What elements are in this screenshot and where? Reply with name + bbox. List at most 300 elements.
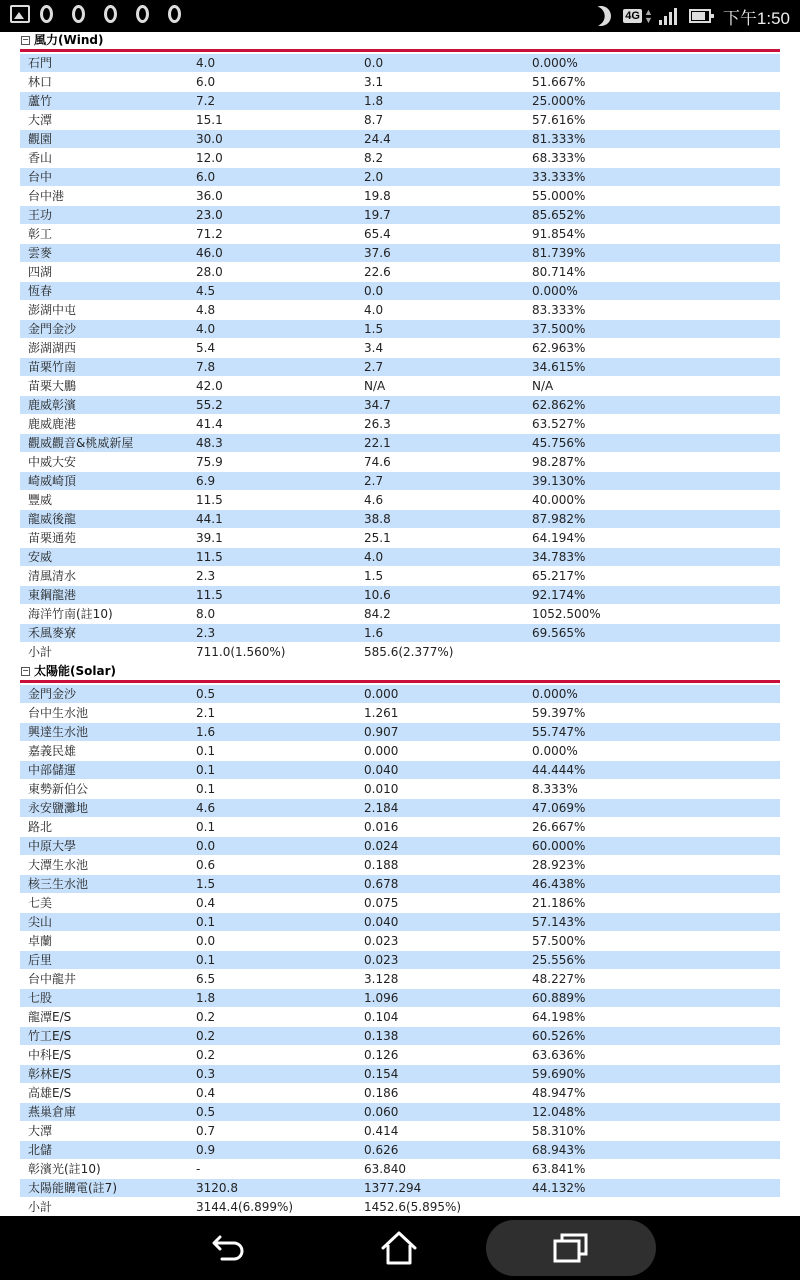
ratio-cell: 44.444% xyxy=(524,761,780,779)
output-cell: 0.060 xyxy=(356,1103,524,1121)
station-name-cell: 小計 xyxy=(20,1198,188,1216)
station-name-cell: 小計 xyxy=(20,643,188,661)
table-row xyxy=(20,225,780,243)
table-row xyxy=(20,548,780,566)
table-row xyxy=(20,1084,780,1102)
table-row xyxy=(20,1027,780,1045)
output-cell: 4.0 xyxy=(356,301,524,319)
capacity-cell: 6.9 xyxy=(188,472,356,490)
capacity-cell: 46.0 xyxy=(188,244,356,262)
table-row xyxy=(20,913,780,931)
capacity-cell: 4.0 xyxy=(188,320,356,338)
output-cell: 0.000 xyxy=(356,742,524,760)
ratio-cell: 33.333% xyxy=(524,168,780,186)
output-cell: 0.023 xyxy=(356,932,524,950)
capacity-cell: 0.4 xyxy=(188,894,356,912)
table-row xyxy=(20,396,780,414)
table-row xyxy=(20,149,780,167)
output-cell: 3.128 xyxy=(356,970,524,988)
station-name-cell: 卓蘭 xyxy=(20,932,188,950)
output-cell: 1.096 xyxy=(356,989,524,1007)
station-name-cell: 燕巢倉庫 xyxy=(20,1103,188,1121)
table-row xyxy=(20,1065,780,1083)
output-cell: 0.678 xyxy=(356,875,524,893)
output-cell: 0.626 xyxy=(356,1141,524,1159)
capacity-cell: 11.5 xyxy=(188,586,356,604)
table-row xyxy=(20,989,780,1007)
capacity-cell: 0.1 xyxy=(188,951,356,969)
station-name-cell: 嘉義民雄 xyxy=(20,742,188,760)
notification-ring-icon xyxy=(72,5,85,23)
table-row xyxy=(20,742,780,760)
solar-table xyxy=(20,684,780,1216)
ratio-cell: 57.143% xyxy=(524,913,780,931)
output-cell: 0.000 xyxy=(356,685,524,703)
ratio-cell: 68.333% xyxy=(524,149,780,167)
capacity-cell: 0.9 xyxy=(188,1141,356,1159)
recent-apps-icon[interactable] xyxy=(553,1232,589,1264)
capacity-cell: 0.1 xyxy=(188,818,356,836)
station-name-cell: 禾風麥寮 xyxy=(20,624,188,642)
table-row xyxy=(20,894,780,912)
capacity-cell: 39.1 xyxy=(188,529,356,547)
capacity-cell: 4.8 xyxy=(188,301,356,319)
table-row xyxy=(20,1122,780,1140)
capacity-cell: 75.9 xyxy=(188,453,356,471)
ratio-cell: 12.048% xyxy=(524,1103,780,1121)
station-name-cell: 台中港 xyxy=(20,187,188,205)
output-cell: 0.024 xyxy=(356,837,524,855)
capacity-cell: 0.6 xyxy=(188,856,356,874)
capacity-cell: 0.5 xyxy=(188,685,356,703)
ratio-cell xyxy=(524,1198,780,1216)
solar-section-title: 太陽能(Solar) xyxy=(34,664,116,678)
ratio-cell: 37.500% xyxy=(524,320,780,338)
gallery-notification-icon xyxy=(10,5,30,23)
station-name-cell: 觀園 xyxy=(20,130,188,148)
output-cell: 0.016 xyxy=(356,818,524,836)
station-name-cell: 竹工E/S xyxy=(20,1027,188,1045)
table-row xyxy=(20,320,780,338)
ratio-cell: 8.333% xyxy=(524,780,780,798)
capacity-cell: 0.2 xyxy=(188,1027,356,1045)
table-row xyxy=(20,970,780,988)
notification-ring-icon xyxy=(40,5,53,23)
ratio-cell: 34.615% xyxy=(524,358,780,376)
output-cell: 0.104 xyxy=(356,1008,524,1026)
capacity-cell: 4.6 xyxy=(188,799,356,817)
capacity-cell: 6.5 xyxy=(188,970,356,988)
table-row xyxy=(20,529,780,547)
station-name-cell: 崎威崎頂 xyxy=(20,472,188,490)
station-name-cell: 台中 xyxy=(20,168,188,186)
ratio-cell: 28.923% xyxy=(524,856,780,874)
capacity-cell: 41.4 xyxy=(188,415,356,433)
output-cell: 26.3 xyxy=(356,415,524,433)
network-type-label: 4G xyxy=(625,10,640,22)
ratio-cell: 0.000% xyxy=(524,742,780,760)
output-cell: 2.7 xyxy=(356,472,524,490)
output-cell: 1.8 xyxy=(356,92,524,110)
output-cell: 1.5 xyxy=(356,320,524,338)
table-row xyxy=(20,244,780,262)
table-row xyxy=(20,282,780,300)
output-cell: 2.7 xyxy=(356,358,524,376)
table-row xyxy=(20,92,780,110)
output-cell: 1.5 xyxy=(356,567,524,585)
output-cell: 0.186 xyxy=(356,1084,524,1102)
output-cell: 1377.294 xyxy=(356,1179,524,1197)
table-row xyxy=(20,723,780,741)
output-cell: 0.040 xyxy=(356,761,524,779)
output-cell: 65.4 xyxy=(356,225,524,243)
table-row xyxy=(20,415,780,433)
wind-section-title: 風力(Wind) xyxy=(34,33,104,47)
capacity-cell: 8.0 xyxy=(188,605,356,623)
ratio-cell: 46.438% xyxy=(524,875,780,893)
station-name-cell: 大潭 xyxy=(20,111,188,129)
station-name-cell: 龍威後龍 xyxy=(20,510,188,528)
output-cell: 0.414 xyxy=(356,1122,524,1140)
table-row xyxy=(20,799,780,817)
ratio-cell: 81.333% xyxy=(524,130,780,148)
output-cell: 585.6(2.377%) xyxy=(356,643,524,661)
table-row xyxy=(20,206,780,224)
station-name-cell: 金門金沙 xyxy=(20,320,188,338)
output-cell: 24.4 xyxy=(356,130,524,148)
capacity-cell: 4.5 xyxy=(188,282,356,300)
station-name-cell: 七美 xyxy=(20,894,188,912)
ratio-cell: 87.982% xyxy=(524,510,780,528)
table-row xyxy=(20,932,780,950)
station-name-cell: 雲麥 xyxy=(20,244,188,262)
output-cell: N/A xyxy=(356,377,524,395)
ratio-cell: 98.287% xyxy=(524,453,780,471)
ratio-cell: N/A xyxy=(524,377,780,395)
do-not-disturb-moon-icon xyxy=(588,3,614,29)
ratio-cell: 64.194% xyxy=(524,529,780,547)
capacity-cell: 0.1 xyxy=(188,761,356,779)
output-cell: 1452.6(5.895%) xyxy=(356,1198,524,1216)
station-name-cell: 王功 xyxy=(20,206,188,224)
ratio-cell: 55.000% xyxy=(524,187,780,205)
station-name-cell: 路北 xyxy=(20,818,188,836)
capacity-cell: - xyxy=(188,1160,356,1178)
output-cell: 0.907 xyxy=(356,723,524,741)
table-row xyxy=(20,818,780,836)
station-name-cell: 彰林E/S xyxy=(20,1065,188,1083)
capacity-cell: 2.3 xyxy=(188,567,356,585)
table-row xyxy=(20,510,780,528)
output-cell: 8.2 xyxy=(356,149,524,167)
output-cell: 84.2 xyxy=(356,605,524,623)
capacity-cell: 55.2 xyxy=(188,396,356,414)
table-row xyxy=(20,339,780,357)
table-row xyxy=(20,1179,780,1197)
table-row xyxy=(20,434,780,452)
ratio-cell: 62.963% xyxy=(524,339,780,357)
capacity-cell: 0.1 xyxy=(188,780,356,798)
table-row xyxy=(20,472,780,490)
station-name-cell: 尖山 xyxy=(20,913,188,931)
ratio-cell: 57.500% xyxy=(524,932,780,950)
ratio-cell: 59.397% xyxy=(524,704,780,722)
table-row xyxy=(20,130,780,148)
output-cell: 63.840 xyxy=(356,1160,524,1178)
ratio-cell: 0.000% xyxy=(524,282,780,300)
table-row xyxy=(20,168,780,186)
section-divider xyxy=(20,680,780,683)
ratio-cell: 45.756% xyxy=(524,434,780,452)
capacity-cell: 6.0 xyxy=(188,73,356,91)
table-row xyxy=(20,491,780,509)
battery-icon xyxy=(689,9,711,23)
output-cell: 22.6 xyxy=(356,263,524,281)
ratio-cell: 92.174% xyxy=(524,586,780,604)
table-row xyxy=(20,605,780,623)
table-row xyxy=(20,875,780,893)
table-row xyxy=(20,1141,780,1159)
output-cell: 0.040 xyxy=(356,913,524,931)
capacity-cell: 28.0 xyxy=(188,263,356,281)
capacity-cell: 0.3 xyxy=(188,1065,356,1083)
station-name-cell: 香山 xyxy=(20,149,188,167)
output-cell: 25.1 xyxy=(356,529,524,547)
ratio-cell: 25.556% xyxy=(524,951,780,969)
table-row xyxy=(20,685,780,703)
ratio-cell: 59.690% xyxy=(524,1065,780,1083)
ratio-cell: 51.667% xyxy=(524,73,780,91)
station-name-cell: 核三生水池 xyxy=(20,875,188,893)
station-name-cell: 高雄E/S xyxy=(20,1084,188,1102)
capacity-cell: 7.2 xyxy=(188,92,356,110)
capacity-cell: 1.5 xyxy=(188,875,356,893)
station-name-cell: 鹿威彰濱 xyxy=(20,396,188,414)
table-row xyxy=(20,837,780,855)
ratio-cell xyxy=(524,643,780,661)
solar-section-header[interactable] xyxy=(0,663,800,680)
ratio-cell: 62.862% xyxy=(524,396,780,414)
capacity-cell: 0.2 xyxy=(188,1008,356,1026)
ratio-cell: 65.217% xyxy=(524,567,780,585)
output-cell: 2.184 xyxy=(356,799,524,817)
ratio-cell: 63.636% xyxy=(524,1046,780,1064)
output-cell: 37.6 xyxy=(356,244,524,262)
wind-table xyxy=(20,53,780,662)
station-name-cell: 海洋竹南(註10) xyxy=(20,605,188,623)
station-name-cell: 中原大學 xyxy=(20,837,188,855)
ratio-cell: 55.747% xyxy=(524,723,780,741)
output-cell: 3.4 xyxy=(356,339,524,357)
station-name-cell: 觀威觀音&桃威新屋 xyxy=(20,434,188,452)
ratio-cell: 81.739% xyxy=(524,244,780,262)
capacity-cell: 0.2 xyxy=(188,1046,356,1064)
output-cell: 0.0 xyxy=(356,54,524,72)
ratio-cell: 63.841% xyxy=(524,1160,780,1178)
capacity-cell: 2.1 xyxy=(188,704,356,722)
output-cell: 0.023 xyxy=(356,951,524,969)
output-cell: 0.075 xyxy=(356,894,524,912)
capacity-cell: 0.1 xyxy=(188,742,356,760)
station-name-cell: 七股 xyxy=(20,989,188,1007)
table-row xyxy=(20,856,780,874)
station-name-cell: 豐威 xyxy=(20,491,188,509)
ratio-cell: 47.069% xyxy=(524,799,780,817)
table-row xyxy=(20,73,780,91)
ratio-cell: 34.783% xyxy=(524,548,780,566)
table-row xyxy=(20,761,780,779)
station-name-cell: 苗栗通苑 xyxy=(20,529,188,547)
output-cell: 0.010 xyxy=(356,780,524,798)
table-row xyxy=(20,643,780,661)
status-bar xyxy=(0,0,800,32)
capacity-cell: 11.5 xyxy=(188,491,356,509)
station-name-cell: 清風清水 xyxy=(20,567,188,585)
capacity-cell: 30.0 xyxy=(188,130,356,148)
ratio-cell: 1052.500% xyxy=(524,605,780,623)
capacity-cell: 711.0(1.560%) xyxy=(188,643,356,661)
collapse-toggle-icon[interactable]: − xyxy=(22,35,29,44)
output-cell: 2.0 xyxy=(356,168,524,186)
station-name-cell: 苗栗大鵬 xyxy=(20,377,188,395)
table-row xyxy=(20,1103,780,1121)
capacity-cell: 3144.4(6.899%) xyxy=(188,1198,356,1216)
table-row xyxy=(20,951,780,969)
notification-ring-icon xyxy=(136,5,149,23)
station-name-cell: 中部儲運 xyxy=(20,761,188,779)
clock: 下午1:50 xyxy=(722,8,790,28)
station-name-cell: 恆春 xyxy=(20,282,188,300)
output-cell: 1.261 xyxy=(356,704,524,722)
output-cell: 0.0 xyxy=(356,282,524,300)
ratio-cell: 91.854% xyxy=(524,225,780,243)
capacity-cell: 23.0 xyxy=(188,206,356,224)
ratio-cell: 0.000% xyxy=(524,54,780,72)
output-cell: 1.6 xyxy=(356,624,524,642)
output-cell: 74.6 xyxy=(356,453,524,471)
output-cell: 10.6 xyxy=(356,586,524,604)
table-row xyxy=(20,453,780,471)
table-row xyxy=(20,1046,780,1064)
table-row xyxy=(20,377,780,395)
page-content[interactable] xyxy=(0,32,800,1216)
output-cell: 34.7 xyxy=(356,396,524,414)
capacity-cell: 7.8 xyxy=(188,358,356,376)
station-name-cell: 彰工 xyxy=(20,225,188,243)
capacity-cell: 12.0 xyxy=(188,149,356,167)
capacity-cell: 4.0 xyxy=(188,54,356,72)
capacity-cell: 15.1 xyxy=(188,111,356,129)
ratio-cell: 63.527% xyxy=(524,415,780,433)
station-name-cell: 安威 xyxy=(20,548,188,566)
output-cell: 19.7 xyxy=(356,206,524,224)
table-row xyxy=(20,1008,780,1026)
output-cell: 8.7 xyxy=(356,111,524,129)
output-cell: 0.138 xyxy=(356,1027,524,1045)
station-name-cell: 太陽能購電(註7) xyxy=(20,1179,188,1197)
collapse-toggle-icon[interactable]: − xyxy=(22,666,29,675)
station-name-cell: 興達生水池 xyxy=(20,723,188,741)
navigation-bar xyxy=(0,1216,800,1280)
table-row xyxy=(20,567,780,585)
station-name-cell: 北儲 xyxy=(20,1141,188,1159)
output-cell: 22.1 xyxy=(356,434,524,452)
table-row xyxy=(20,187,780,205)
capacity-cell: 71.2 xyxy=(188,225,356,243)
signal-strength-icon xyxy=(659,7,679,25)
output-cell: 0.154 xyxy=(356,1065,524,1083)
ratio-cell: 44.132% xyxy=(524,1179,780,1197)
ratio-cell: 25.000% xyxy=(524,92,780,110)
capacity-cell: 36.0 xyxy=(188,187,356,205)
station-name-cell: 中威大安 xyxy=(20,453,188,471)
ratio-cell: 64.198% xyxy=(524,1008,780,1026)
station-name-cell: 鹿威鹿港 xyxy=(20,415,188,433)
ratio-cell: 60.000% xyxy=(524,837,780,855)
back-icon[interactable] xyxy=(212,1233,246,1263)
capacity-cell: 0.1 xyxy=(188,913,356,931)
capacity-cell: 2.3 xyxy=(188,624,356,642)
capacity-cell: 3120.8 xyxy=(188,1179,356,1197)
station-name-cell: 東鋼龍港 xyxy=(20,586,188,604)
wind-section-header[interactable] xyxy=(0,32,800,49)
ratio-cell: 26.667% xyxy=(524,818,780,836)
capacity-cell: 42.0 xyxy=(188,377,356,395)
capacity-cell: 0.0 xyxy=(188,932,356,950)
table-row xyxy=(20,586,780,604)
station-name-cell: 林口 xyxy=(20,73,188,91)
station-name-cell: 大潭生水池 xyxy=(20,856,188,874)
station-name-cell: 永安鹽灘地 xyxy=(20,799,188,817)
table-row xyxy=(20,1198,780,1216)
capacity-cell: 0.5 xyxy=(188,1103,356,1121)
output-cell: 4.6 xyxy=(356,491,524,509)
notification-ring-icon xyxy=(104,5,117,23)
capacity-cell: 5.4 xyxy=(188,339,356,357)
table-row xyxy=(20,54,780,72)
ratio-cell: 85.652% xyxy=(524,206,780,224)
output-cell: 0.188 xyxy=(356,856,524,874)
station-name-cell: 中科E/S xyxy=(20,1046,188,1064)
ratio-cell: 0.000% xyxy=(524,685,780,703)
ratio-cell: 57.616% xyxy=(524,111,780,129)
capacity-cell: 11.5 xyxy=(188,548,356,566)
table-row xyxy=(20,624,780,642)
capacity-cell: 1.8 xyxy=(188,989,356,1007)
ratio-cell: 48.947% xyxy=(524,1084,780,1102)
home-icon[interactable] xyxy=(380,1230,418,1266)
output-cell: 38.8 xyxy=(356,510,524,528)
ratio-cell: 40.000% xyxy=(524,491,780,509)
ratio-cell: 21.186% xyxy=(524,894,780,912)
capacity-cell: 0.4 xyxy=(188,1084,356,1102)
ratio-cell: 60.526% xyxy=(524,1027,780,1045)
table-row xyxy=(20,263,780,281)
capacity-cell: 1.6 xyxy=(188,723,356,741)
capacity-cell: 44.1 xyxy=(188,510,356,528)
capacity-cell: 0.0 xyxy=(188,837,356,855)
ratio-cell: 60.889% xyxy=(524,989,780,1007)
capacity-cell: 48.3 xyxy=(188,434,356,452)
table-row xyxy=(20,780,780,798)
station-name-cell: 后里 xyxy=(20,951,188,969)
station-name-cell: 蘆竹 xyxy=(20,92,188,110)
ratio-cell: 69.565% xyxy=(524,624,780,642)
notification-ring-icon xyxy=(168,5,181,23)
station-name-cell: 大潭 xyxy=(20,1122,188,1140)
output-cell: 3.1 xyxy=(356,73,524,91)
table-row xyxy=(20,1160,780,1178)
